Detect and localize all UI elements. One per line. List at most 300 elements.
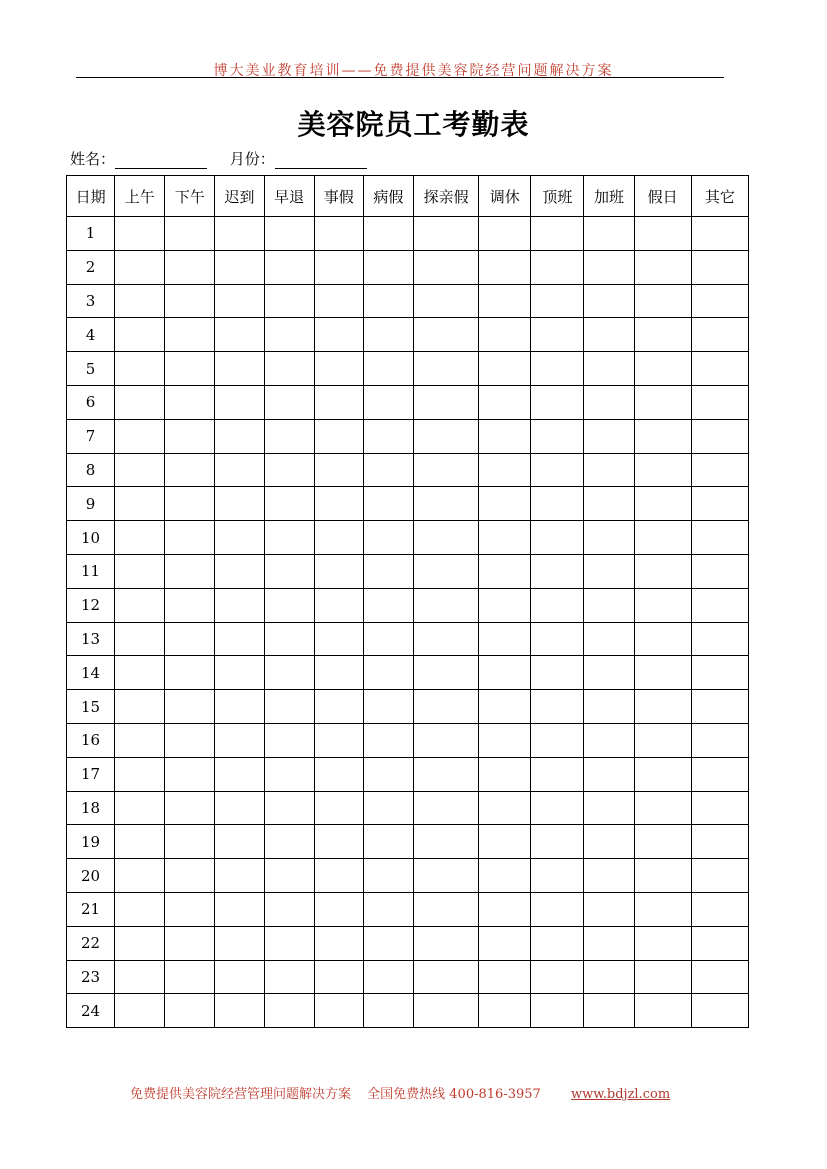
attendance-cell[interactable] [634,757,691,791]
attendance-cell[interactable] [691,825,748,859]
attendance-cell[interactable] [165,859,215,893]
attendance-cell[interactable] [115,859,165,893]
attendance-cell[interactable] [479,487,531,521]
attendance-cell[interactable] [413,791,478,825]
attendance-cell[interactable] [479,926,531,960]
attendance-cell[interactable] [413,588,478,622]
attendance-cell[interactable] [215,960,264,994]
attendance-cell[interactable] [363,825,413,859]
attendance-cell[interactable] [531,521,584,555]
attendance-cell[interactable] [264,284,314,318]
attendance-cell[interactable] [584,656,634,690]
attendance-cell[interactable] [215,757,264,791]
attendance-cell[interactable] [531,385,584,419]
attendance-cell[interactable] [584,318,634,352]
attendance-cell[interactable] [634,825,691,859]
attendance-cell[interactable] [314,892,363,926]
attendance-cell[interactable] [531,554,584,588]
attendance-cell[interactable] [413,723,478,757]
attendance-cell[interactable] [634,791,691,825]
attendance-cell[interactable] [264,622,314,656]
attendance-cell[interactable] [165,588,215,622]
attendance-cell[interactable] [479,554,531,588]
attendance-cell[interactable] [531,656,584,690]
attendance-cell[interactable] [691,994,748,1028]
attendance-cell[interactable] [165,622,215,656]
attendance-cell[interactable] [363,521,413,555]
attendance-cell[interactable] [165,521,215,555]
attendance-cell[interactable] [363,217,413,251]
attendance-cell[interactable] [165,318,215,352]
attendance-cell[interactable] [584,385,634,419]
attendance-cell[interactable] [314,656,363,690]
attendance-cell[interactable] [264,250,314,284]
attendance-cell[interactable] [479,352,531,386]
attendance-cell[interactable] [165,487,215,521]
attendance-cell[interactable] [691,318,748,352]
attendance-cell[interactable] [115,892,165,926]
attendance-cell[interactable] [165,419,215,453]
attendance-cell[interactable] [634,385,691,419]
attendance-cell[interactable] [479,622,531,656]
attendance-cell[interactable] [314,521,363,555]
attendance-cell[interactable] [413,622,478,656]
attendance-cell[interactable] [634,690,691,724]
attendance-cell[interactable] [413,690,478,724]
attendance-cell[interactable] [165,757,215,791]
attendance-cell[interactable] [115,284,165,318]
attendance-cell[interactable] [479,656,531,690]
attendance-cell[interactable] [413,217,478,251]
attendance-cell[interactable] [314,453,363,487]
attendance-cell[interactable] [634,892,691,926]
attendance-cell[interactable] [531,588,584,622]
attendance-cell[interactable] [363,453,413,487]
attendance-cell[interactable] [584,960,634,994]
table-row [67,318,749,352]
attendance-cell[interactable] [531,757,584,791]
attendance-cell[interactable] [531,892,584,926]
attendance-cell[interactable] [363,284,413,318]
attendance-cell[interactable] [215,994,264,1028]
attendance-cell[interactable] [363,994,413,1028]
attendance-cell[interactable] [691,217,748,251]
attendance-cell[interactable] [584,926,634,960]
attendance-cell[interactable] [479,521,531,555]
attendance-cell[interactable] [115,723,165,757]
attendance-cell[interactable] [584,723,634,757]
attendance-cell[interactable] [634,859,691,893]
attendance-cell[interactable] [363,690,413,724]
attendance-cell[interactable] [264,419,314,453]
attendance-cell[interactable] [531,791,584,825]
attendance-cell[interactable] [264,926,314,960]
attendance-cell[interactable] [584,521,634,555]
attendance-cell[interactable] [413,892,478,926]
attendance-cell[interactable] [413,960,478,994]
attendance-cell[interactable] [314,791,363,825]
attendance-cell[interactable] [363,656,413,690]
attendance-cell[interactable] [479,960,531,994]
attendance-cell[interactable] [531,284,584,318]
attendance-cell[interactable] [215,284,264,318]
attendance-cell[interactable] [691,419,748,453]
attendance-cell[interactable] [531,994,584,1028]
attendance-cell[interactable] [634,960,691,994]
attendance-cell[interactable] [691,487,748,521]
attendance-cell[interactable] [215,723,264,757]
attendance-cell[interactable] [115,521,165,555]
attendance-cell[interactable] [215,352,264,386]
attendance-table [66,175,749,1028]
attendance-cell[interactable] [634,588,691,622]
attendance-cell[interactable] [165,926,215,960]
attendance-cell[interactable] [691,892,748,926]
attendance-cell[interactable] [264,352,314,386]
attendance-cell[interactable] [413,318,478,352]
attendance-cell[interactable] [531,250,584,284]
attendance-cell[interactable] [314,284,363,318]
attendance-cell[interactable] [215,859,264,893]
attendance-cell[interactable] [314,994,363,1028]
attendance-cell[interactable] [584,757,634,791]
attendance-cell[interactable] [215,690,264,724]
month-blank-field[interactable] [275,154,367,169]
attendance-cell[interactable] [165,284,215,318]
attendance-cell[interactable] [314,723,363,757]
attendance-cell[interactable] [264,690,314,724]
attendance-cell[interactable] [215,926,264,960]
attendance-cell[interactable] [634,487,691,521]
attendance-cell[interactable] [691,859,748,893]
attendance-cell[interactable] [264,859,314,893]
attendance-cell[interactable] [531,352,584,386]
attendance-cell[interactable] [264,453,314,487]
table-row [67,250,749,284]
attendance-cell[interactable] [215,892,264,926]
attendance-cell[interactable] [634,656,691,690]
attendance-cell[interactable] [363,419,413,453]
attendance-cell[interactable] [165,960,215,994]
attendance-cell[interactable] [634,419,691,453]
table-row [67,994,749,1028]
attendance-cell[interactable] [115,487,165,521]
attendance-cell[interactable] [413,385,478,419]
attendance-cell[interactable] [363,723,413,757]
attendance-cell[interactable] [691,757,748,791]
attendance-cell[interactable] [413,859,478,893]
attendance-cell[interactable] [314,960,363,994]
attendance-cell[interactable] [691,926,748,960]
attendance-cell[interactable] [479,284,531,318]
attendance-cell[interactable] [413,453,478,487]
attendance-cell[interactable] [634,554,691,588]
attendance-cell[interactable] [363,588,413,622]
attendance-cell[interactable] [531,487,584,521]
attendance-cell[interactable] [531,318,584,352]
attendance-cell[interactable] [165,453,215,487]
attendance-cell[interactable] [314,622,363,656]
attendance-cell[interactable] [691,622,748,656]
name-label: 姓名： [70,150,116,168]
attendance-cell[interactable] [584,588,634,622]
attendance-cell[interactable] [584,352,634,386]
attendance-cell[interactable] [264,723,314,757]
attendance-cell[interactable] [165,656,215,690]
attendance-cell[interactable] [479,791,531,825]
attendance-cell[interactable] [531,926,584,960]
attendance-cell[interactable] [215,419,264,453]
attendance-cell[interactable] [115,250,165,284]
attendance-cell[interactable] [264,588,314,622]
attendance-cell[interactable] [479,892,531,926]
attendance-cell[interactable] [479,994,531,1028]
attendance-cell[interactable] [691,250,748,284]
attendance-cell[interactable] [584,690,634,724]
attendance-cell[interactable] [264,656,314,690]
attendance-cell[interactable] [165,892,215,926]
attendance-cell[interactable] [479,217,531,251]
attendance-cell[interactable] [314,588,363,622]
attendance-cell[interactable] [115,588,165,622]
attendance-cell[interactable] [584,217,634,251]
attendance-cell[interactable] [363,859,413,893]
attendance-cell[interactable] [215,791,264,825]
attendance-cell[interactable] [634,926,691,960]
attendance-cell[interactable] [264,960,314,994]
attendance-cell[interactable] [584,825,634,859]
attendance-cell[interactable] [413,419,478,453]
attendance-cell[interactable] [634,318,691,352]
attendance-cell[interactable] [479,419,531,453]
attendance-cell[interactable] [115,926,165,960]
column-header: 早退 [264,176,314,217]
attendance-cell[interactable] [531,825,584,859]
attendance-cell[interactable] [215,453,264,487]
attendance-cell[interactable] [215,318,264,352]
attendance-cell[interactable] [314,926,363,960]
attendance-cell[interactable] [479,859,531,893]
attendance-cell[interactable] [691,791,748,825]
attendance-cell[interactable] [314,352,363,386]
attendance-cell[interactable] [215,521,264,555]
attendance-cell[interactable] [215,825,264,859]
attendance-cell[interactable] [479,723,531,757]
attendance-cell[interactable] [215,656,264,690]
attendance-cell[interactable] [363,250,413,284]
attendance-cell[interactable] [479,825,531,859]
attendance-cell[interactable] [115,622,165,656]
attendance-cell[interactable] [215,588,264,622]
attendance-cell[interactable] [531,960,584,994]
attendance-cell[interactable] [264,487,314,521]
attendance-cell[interactable] [165,690,215,724]
attendance-cell[interactable] [584,994,634,1028]
attendance-cell[interactable] [413,250,478,284]
attendance-cell[interactable] [165,217,215,251]
attendance-cell[interactable] [314,318,363,352]
attendance-cell[interactable] [584,859,634,893]
attendance-cell[interactable] [584,250,634,284]
attendance-cell[interactable] [115,690,165,724]
attendance-cell[interactable] [363,352,413,386]
attendance-cell[interactable] [115,757,165,791]
attendance-cell[interactable] [363,892,413,926]
attendance-cell[interactable] [584,453,634,487]
attendance-cell[interactable] [115,453,165,487]
attendance-cell[interactable] [363,554,413,588]
attendance-cell[interactable] [584,487,634,521]
attendance-cell[interactable] [584,622,634,656]
attendance-cell[interactable] [264,385,314,419]
attendance-cell[interactable] [413,284,478,318]
attendance-cell[interactable] [479,318,531,352]
attendance-cell[interactable] [634,284,691,318]
attendance-cell[interactable] [691,554,748,588]
attendance-cell[interactable] [314,385,363,419]
attendance-cell[interactable] [115,217,165,251]
attendance-cell[interactable] [215,217,264,251]
attendance-cell[interactable] [531,217,584,251]
attendance-cell[interactable] [314,554,363,588]
attendance-cell[interactable] [634,217,691,251]
attendance-cell[interactable] [115,960,165,994]
column-header: 其它 [691,176,748,217]
attendance-cell[interactable] [363,487,413,521]
attendance-cell[interactable] [584,791,634,825]
attendance-cell[interactable] [413,757,478,791]
attendance-cell[interactable] [363,926,413,960]
attendance-cell[interactable] [115,419,165,453]
attendance-cell[interactable] [531,622,584,656]
attendance-cell[interactable] [314,487,363,521]
attendance-cell[interactable] [634,622,691,656]
attendance-cell[interactable] [165,723,215,757]
attendance-cell[interactable] [115,656,165,690]
table-row [67,757,749,791]
attendance-cell[interactable] [363,757,413,791]
footer-website-link[interactable]: www.bdjzl.com [570,1087,671,1102]
attendance-cell[interactable] [165,385,215,419]
attendance-cell[interactable] [264,318,314,352]
attendance-cell[interactable] [363,960,413,994]
attendance-cell[interactable] [264,825,314,859]
attendance-cell[interactable] [215,250,264,284]
attendance-cell[interactable] [264,994,314,1028]
attendance-cell[interactable] [413,521,478,555]
attendance-cell[interactable] [314,250,363,284]
footer [130,1083,670,1102]
attendance-cell[interactable] [691,284,748,318]
attendance-cell[interactable] [584,554,634,588]
attendance-cell[interactable] [634,453,691,487]
attendance-cell[interactable] [691,656,748,690]
attendance-cell[interactable] [363,318,413,352]
attendance-cell[interactable] [413,487,478,521]
attendance-cell[interactable] [479,588,531,622]
attendance-cell[interactable] [363,791,413,825]
attendance-cell[interactable] [264,217,314,251]
attendance-cell[interactable] [363,622,413,656]
attendance-cell[interactable] [314,690,363,724]
attendance-cell[interactable] [584,284,634,318]
attendance-cell[interactable] [363,385,413,419]
attendance-cell[interactable] [479,757,531,791]
attendance-cell[interactable] [531,453,584,487]
attendance-cell[interactable] [264,554,314,588]
attendance-cell[interactable] [314,757,363,791]
attendance-cell[interactable] [314,419,363,453]
attendance-cell[interactable] [413,994,478,1028]
attendance-cell[interactable] [634,352,691,386]
attendance-cell[interactable] [413,554,478,588]
attendance-cell[interactable] [479,385,531,419]
attendance-cell[interactable] [115,554,165,588]
attendance-cell[interactable] [479,250,531,284]
attendance-cell[interactable] [634,723,691,757]
attendance-cell[interactable] [314,825,363,859]
attendance-cell[interactable] [264,791,314,825]
attendance-cell[interactable] [165,352,215,386]
attendance-cell[interactable] [215,385,264,419]
attendance-cell[interactable] [115,791,165,825]
attendance-cell[interactable] [115,352,165,386]
attendance-cell[interactable] [165,791,215,825]
attendance-cell[interactable] [413,926,478,960]
attendance-cell[interactable] [691,723,748,757]
attendance-cell[interactable] [165,554,215,588]
attendance-cell[interactable] [264,892,314,926]
attendance-cell[interactable] [413,825,478,859]
attendance-cell[interactable] [634,994,691,1028]
attendance-cell[interactable] [115,825,165,859]
attendance-cell[interactable] [413,352,478,386]
attendance-cell[interactable] [314,217,363,251]
attendance-cell[interactable] [165,250,215,284]
attendance-cell[interactable] [634,250,691,284]
attendance-cell[interactable] [691,690,748,724]
attendance-cell[interactable] [115,994,165,1028]
attendance-cell[interactable] [215,554,264,588]
attendance-cell[interactable] [531,859,584,893]
attendance-cell[interactable] [115,385,165,419]
attendance-cell[interactable] [479,453,531,487]
attendance-cell[interactable] [264,757,314,791]
attendance-cell[interactable] [115,318,165,352]
attendance-cell[interactable] [584,892,634,926]
attendance-cell[interactable] [691,385,748,419]
attendance-cell[interactable] [215,487,264,521]
attendance-cell[interactable] [479,690,531,724]
attendance-cell[interactable] [691,960,748,994]
attendance-cell[interactable] [584,419,634,453]
attendance-cell[interactable] [165,825,215,859]
attendance-cell[interactable] [215,622,264,656]
attendance-cell[interactable] [691,521,748,555]
attendance-cell[interactable] [691,453,748,487]
attendance-cell[interactable] [531,723,584,757]
attendance-cell[interactable] [691,352,748,386]
attendance-cell[interactable] [691,588,748,622]
attendance-cell[interactable] [531,690,584,724]
attendance-cell[interactable] [314,859,363,893]
attendance-cell[interactable] [531,419,584,453]
name-blank-field[interactable] [115,154,207,169]
attendance-cell[interactable] [634,521,691,555]
attendance-cell[interactable] [165,994,215,1028]
attendance-cell[interactable] [413,656,478,690]
attendance-cell[interactable] [264,521,314,555]
